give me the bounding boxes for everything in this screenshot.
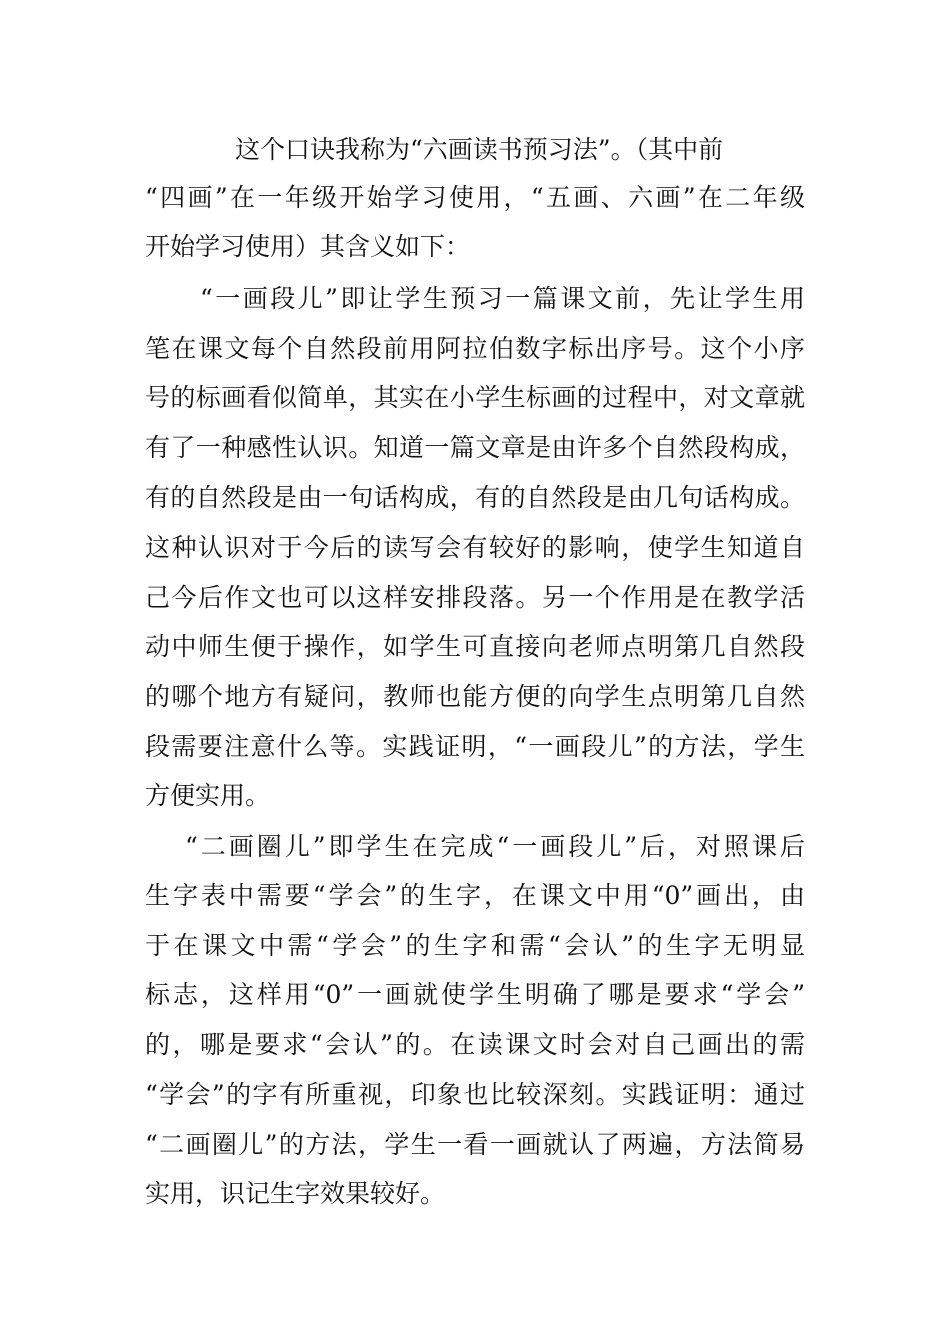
paragraph-2-line-10: 段需要注意什么等。实践证明，“一画段儿”的方法，学生 xyxy=(145,732,805,761)
paragraph-2-line-4: 有了一种感性认识。知道一篇文章是由许多个自然段构成， xyxy=(145,433,805,462)
paragraph-2-line-3: 号的标画看似简单，其实在小学生标画的过程中，对文章就 xyxy=(145,383,805,412)
paragraph-3-line-4: 标志，这样用“0”一画就使学生明确了哪是要求“学会” xyxy=(145,980,805,1009)
paragraph-3-line-5: 的，哪是要求“会认”的。在读课文时会对自己画出的需 xyxy=(145,1030,805,1059)
paragraph-2-line-8: 动中师生便于操作，如学生可直接向老师点明第几自然段 xyxy=(145,632,805,661)
paragraph-1-line-1: 这个口诀我称为“六画读书预习法”。（其中前 xyxy=(235,135,724,164)
paragraph-3-line-2: 生字表中需要“学会”的生字，在课文中用“0”画出，由 xyxy=(145,881,805,910)
paragraph-3-line-3: 于在课文中需“学会”的生字和需“会认”的生字无明显 xyxy=(145,931,805,960)
paragraph-1-line-3: 开始学习使用）其含义如下： xyxy=(145,232,471,261)
paragraph-3-line-6: “学会”的字有所重视，印象也比较深刻。实践证明：通过 xyxy=(145,1080,805,1109)
paragraph-2-line-7: 己今后作文也可以这样安排段落。另一个作用是在教学活 xyxy=(145,583,805,612)
paragraph-2-line-6: 这种认识对于今后的读写会有较好的影响，使学生知道自 xyxy=(145,533,805,562)
paragraph-3-line-1: “二画圈儿”即学生在完成“一画段儿”后，对照课后 xyxy=(185,832,805,861)
paragraph-1-line-2: “四画”在一年级开始学习使用，“五画、六画”在二年级 xyxy=(145,183,805,212)
paragraph-2-line-11: 方便实用。 xyxy=(145,781,271,810)
paragraph-3-line-7: “二画圈儿”的方法，学生一看一画就认了两遍，方法简易 xyxy=(145,1130,805,1159)
paragraph-3-line-8: 实用，识记生字效果较好。 xyxy=(145,1179,446,1208)
paragraph-2-line-9: 的哪个地方有疑问，教师也能方便的向学生点明第几自然 xyxy=(145,682,805,711)
paragraph-2-line-1: “一画段儿”即让学生预习一篇课文前，先让学生用 xyxy=(200,284,805,313)
paragraph-2-line-2: 笔在课文每个自然段前用阿拉伯数字标出序号。这个小序 xyxy=(145,334,805,363)
paragraph-2-line-5: 有的自然段是由一句话构成，有的自然段是由几句话构成。 xyxy=(145,483,805,512)
